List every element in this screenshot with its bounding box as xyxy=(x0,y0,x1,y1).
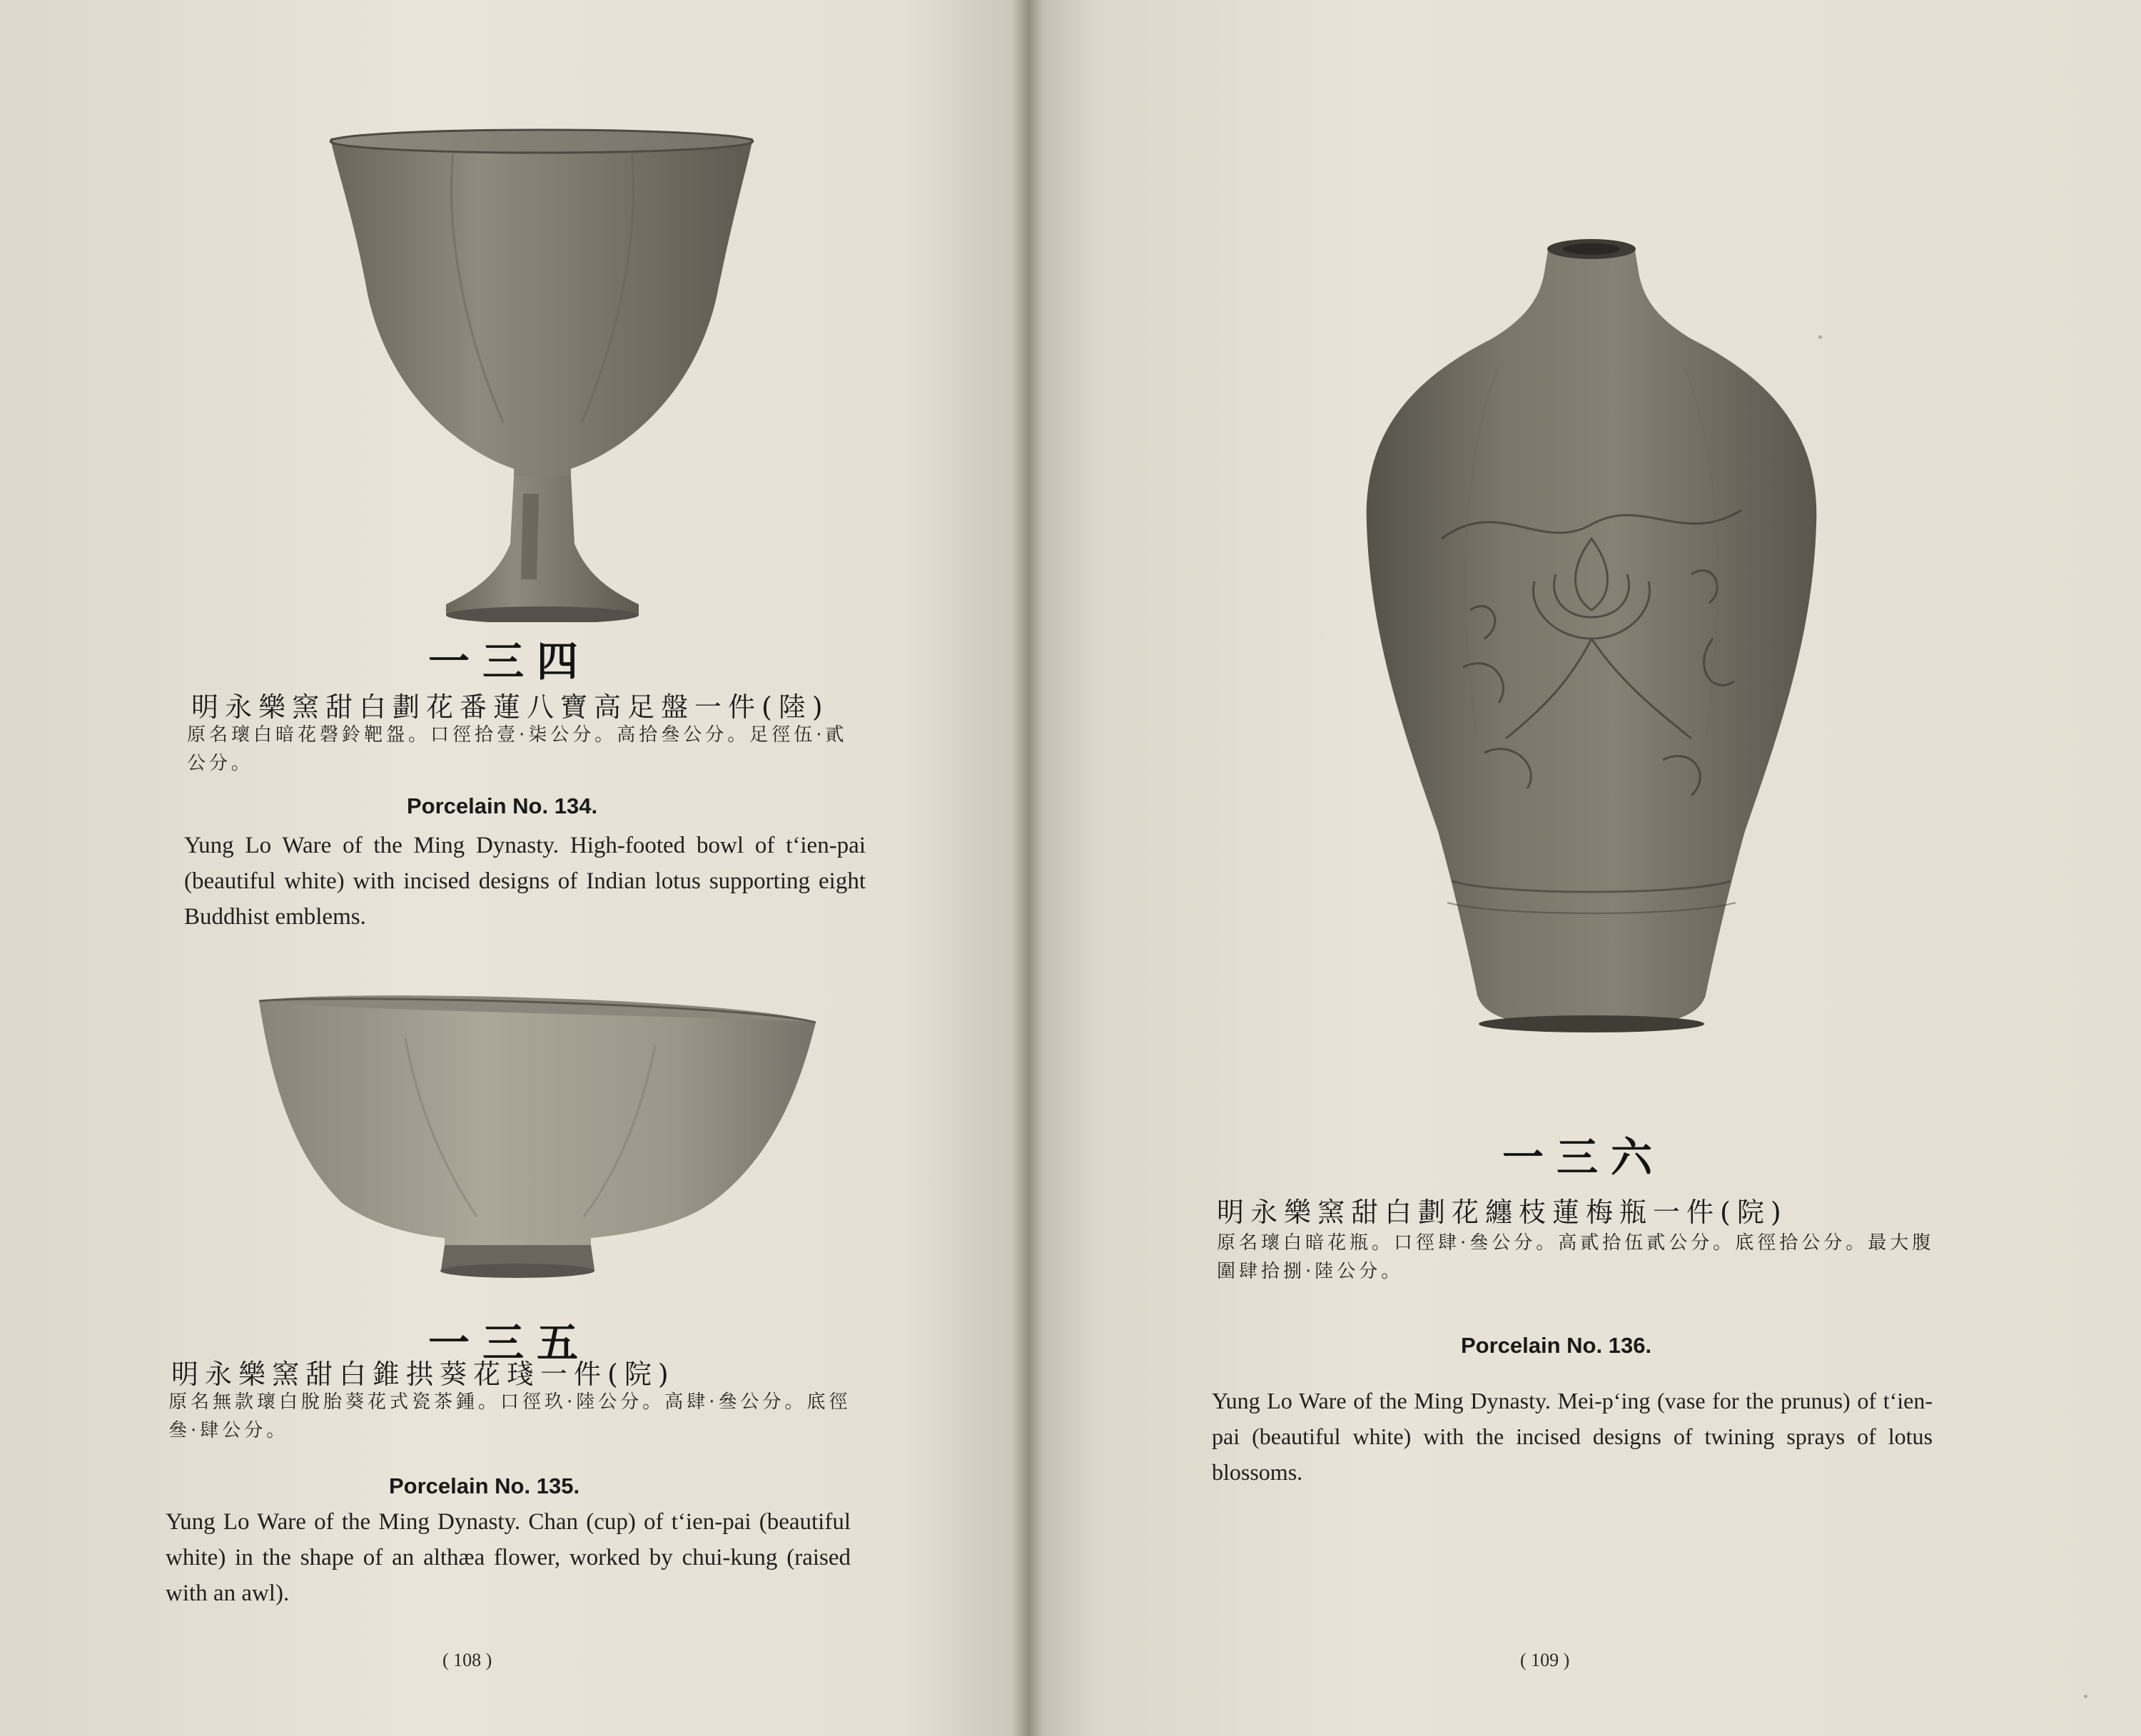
stem-cup-icon xyxy=(325,123,760,622)
plate-number-136: Porcelain No. 136. xyxy=(1461,1333,1652,1358)
plate-number-cjk-135: 一三五 xyxy=(428,1319,592,1367)
plate-number-134: Porcelain No. 134. xyxy=(407,793,598,818)
plate-number-cjk-136: 一三六 xyxy=(1502,1133,1666,1182)
page-folio-108: ( 108 ) xyxy=(442,1650,492,1670)
description-135: Yung Lo Ware of the Ming Dynasty. Chan (cup) of t‘ien-pai (beautiful white) in the shape of an althæa flower, worked by chui-kung (raised with an awl). xyxy=(166,1509,851,1606)
cjk-title-134: 明永樂窯甜白劃花番蓮八寶高足盤一件(陸) xyxy=(191,691,829,723)
meiping-vase-icon xyxy=(1356,239,1827,1052)
description-134: Yung Lo Ware of the Ming Dynasty. High-footed bowl of t‘ien-pai (beautiful white) with incised designs of Indian lotus supporting eight Buddhist emblems. xyxy=(184,833,866,930)
book-gutter xyxy=(1012,0,1043,1736)
stem-cup-photo xyxy=(325,123,760,622)
bowl-icon xyxy=(255,988,819,1295)
plate-number-135: Porcelain No. 135. xyxy=(389,1473,580,1498)
cjk-title-135: 明永樂窯甜白錐拱葵花琖一件(院) xyxy=(171,1359,675,1390)
cjk-description-135: 原名無款瓌白脫胎葵花式瓷茶鍾。口徑玖·陸公分。高肆·叄公分。底徑叄·肆公分。 xyxy=(168,1391,851,1441)
description-136: Yung Lo Ware of the Ming Dynasty. Mei-p‘ing (vase for the prunus) of t‘ien-pai (beautiful white) with the incised designs of twining sprays of lotus blossoms. xyxy=(1212,1388,1933,1485)
left-page xyxy=(0,0,1028,1736)
right-page xyxy=(1028,0,2141,1736)
plate-number-cjk-134: 一三四 xyxy=(428,637,592,686)
meiping-vase-photo xyxy=(1356,239,1827,1052)
bowl-photo xyxy=(255,988,819,1295)
cjk-description-136: 原名瓌白暗花瓶。口徑肆·叄公分。高貳拾伍貳公分。底徑拾公分。最大腹圍肆拾捌·陸公分。 xyxy=(1217,1232,1935,1282)
page-folio-109: ( 109 ) xyxy=(1520,1650,1570,1670)
cjk-description-134: 原名瓌白暗花磬鈴靶盌。口徑拾壹·柒公分。高拾叄公分。足徑伍·貳公分。 xyxy=(187,724,848,774)
cjk-title-136: 明永樂窯甜白劃花纏枝蓮梅瓶一件(院) xyxy=(1217,1197,1788,1228)
